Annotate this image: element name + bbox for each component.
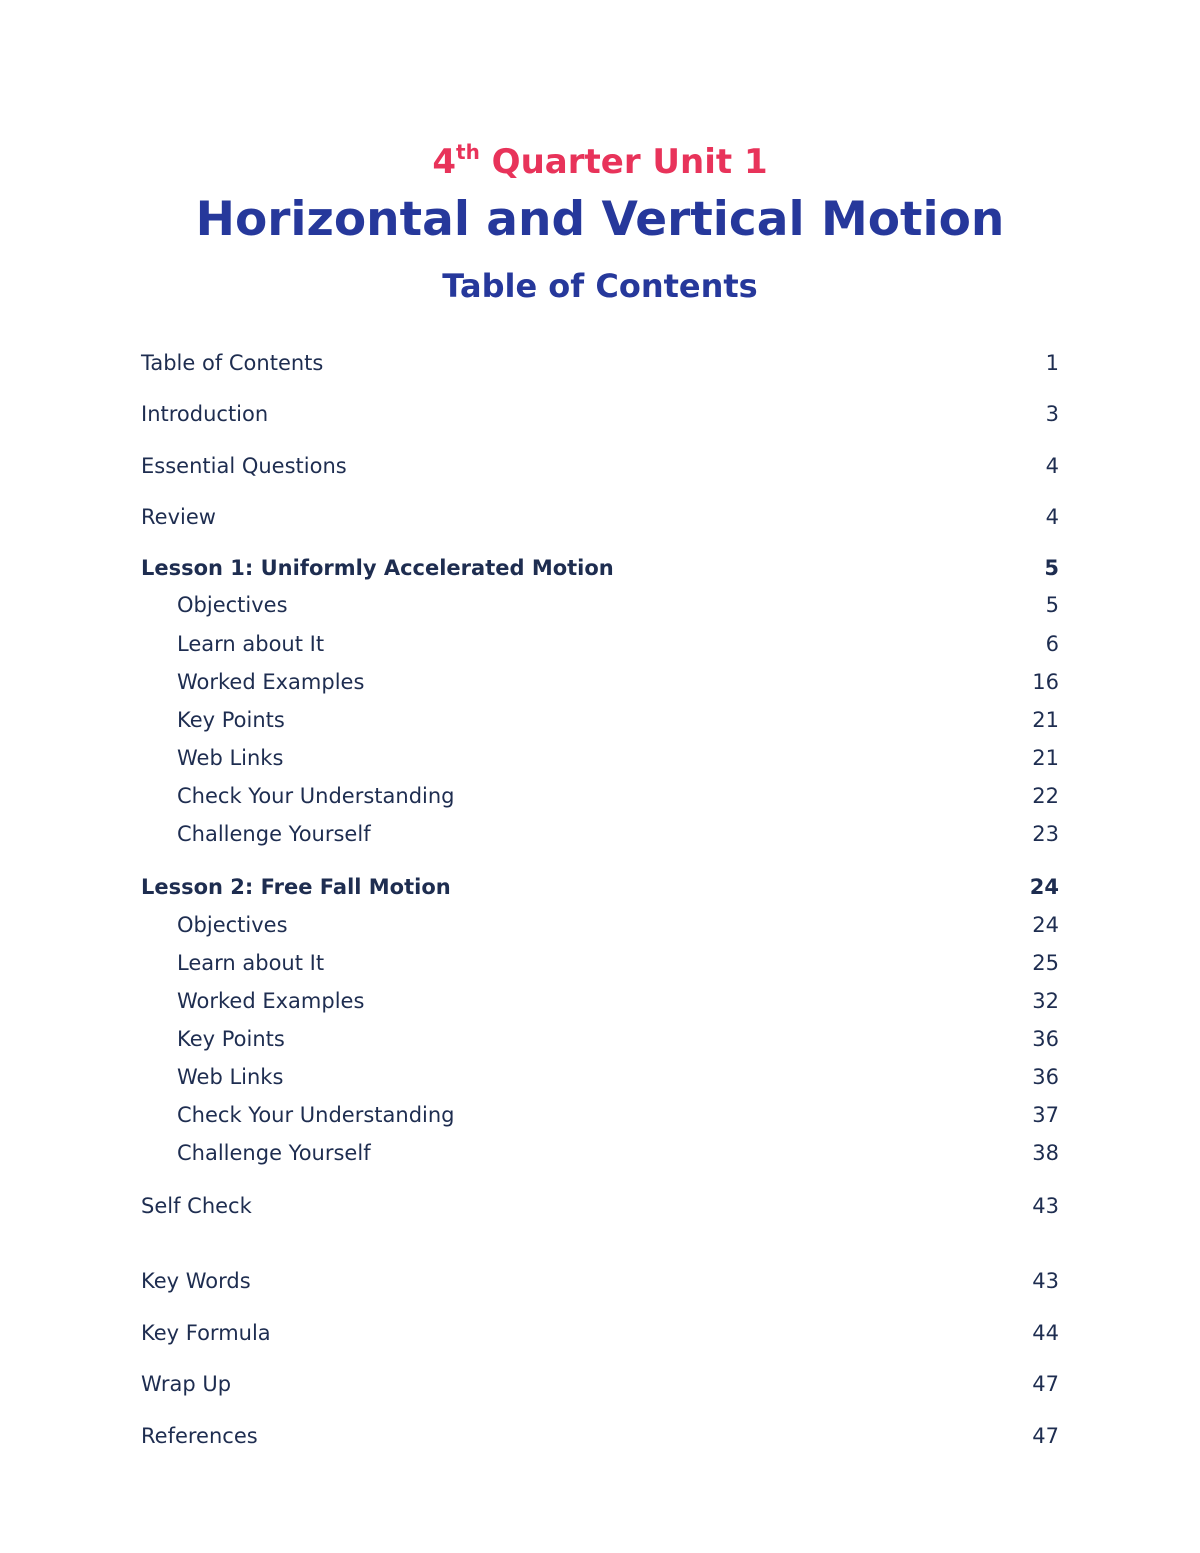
toc-entry-label: Key Words — [141, 1269, 251, 1293]
toc-entry-page-number: 1 — [1045, 351, 1059, 375]
toc-entry[interactable] — [141, 1316, 1059, 1350]
toc-entry[interactable] — [177, 908, 1059, 942]
toc-entry-page-number: 4 — [1045, 454, 1059, 478]
toc-entry-page-number: 24 — [1032, 913, 1059, 937]
toc-entry-page-number: 37 — [1032, 1103, 1059, 1127]
toc-entry[interactable] — [177, 1136, 1059, 1170]
toc-entry-label: Key Formula — [141, 1321, 271, 1345]
toc-entry-page-number: 21 — [1032, 746, 1059, 770]
toc-entry-page-number: 25 — [1032, 951, 1059, 975]
toc-entry[interactable] — [177, 946, 1059, 980]
toc-entry-label: Self Check — [141, 1194, 252, 1218]
toc-entry-label: Learn about It — [177, 632, 325, 656]
toc-entry-page-number: 5 — [1044, 556, 1059, 580]
toc-entry[interactable] — [141, 346, 1059, 380]
toc-entry-label: Challenge Yourself — [177, 1141, 371, 1165]
toc-entry-page-number: 16 — [1032, 670, 1059, 694]
toc-entry[interactable] — [141, 449, 1059, 483]
toc-entry-label: Worked Examples — [177, 989, 365, 1013]
toc-entry[interactable] — [177, 627, 1059, 661]
toc-entry-page-number: 4 — [1045, 505, 1059, 529]
quarter-unit-label: Quarter Unit 1 — [479, 142, 768, 182]
toc-entry[interactable] — [177, 741, 1059, 775]
toc-entry[interactable] — [141, 1264, 1059, 1298]
toc-entry-label: Table of Contents — [141, 351, 324, 375]
toc-entry-label: References — [141, 1424, 258, 1448]
toc-entry-label: Check Your Understanding — [177, 784, 455, 808]
toc-entry[interactable] — [141, 397, 1059, 431]
toc-entry[interactable] — [141, 870, 1059, 904]
unit-title: Horizontal and Vertical Motion — [195, 192, 1005, 247]
toc-entry-page-number: 21 — [1032, 708, 1059, 732]
toc-entry-label: Challenge Yourself — [177, 822, 371, 846]
toc-entry-page-number: 47 — [1032, 1372, 1059, 1396]
toc-entry[interactable] — [177, 1098, 1059, 1132]
toc-entry-label: Check Your Understanding — [177, 1103, 455, 1127]
toc-entry[interactable] — [177, 588, 1059, 622]
toc-entry-label: Review — [141, 505, 216, 529]
toc-entry[interactable] — [141, 1419, 1059, 1453]
toc-entry[interactable] — [177, 1022, 1059, 1056]
quarter-number: 4 — [432, 142, 457, 182]
toc-entry-page-number: 5 — [1045, 593, 1059, 617]
toc-entry-label: Worked Examples — [177, 670, 365, 694]
toc-entry-page-number: 47 — [1032, 1424, 1059, 1448]
toc-entry-page-number: 43 — [1032, 1194, 1059, 1218]
toc-entry-page-number: 3 — [1045, 402, 1059, 426]
toc-entry-label: Lesson 2: Free Fall Motion — [141, 875, 451, 899]
quarter-ordinal-suffix: th — [456, 140, 480, 164]
toc-entry[interactable] — [141, 551, 1059, 585]
toc-entry-label: Objectives — [177, 913, 288, 937]
toc-entry[interactable] — [141, 500, 1059, 534]
toc-entry-label: Essential Questions — [141, 454, 347, 478]
toc-entry-page-number: 38 — [1032, 1141, 1059, 1165]
toc-entry[interactable] — [177, 1060, 1059, 1094]
toc-entry[interactable] — [141, 1189, 1059, 1223]
toc-entry-label: Learn about It — [177, 951, 325, 975]
toc-entry-page-number: 44 — [1032, 1321, 1059, 1345]
toc-entry[interactable] — [177, 817, 1059, 851]
toc-entry-label: Key Points — [177, 1027, 285, 1051]
toc-entry-label: Wrap Up — [141, 1372, 232, 1396]
toc-entry-label: Objectives — [177, 593, 288, 617]
toc-entry-page-number: 32 — [1032, 989, 1059, 1013]
toc-entry-label: Introduction — [141, 402, 269, 426]
toc-entry-page-number: 23 — [1032, 822, 1059, 846]
toc-entry[interactable] — [177, 703, 1059, 737]
toc-entry[interactable] — [177, 984, 1059, 1018]
quarter-heading — [0, 138, 1200, 186]
toc-entry-page-number: 43 — [1032, 1269, 1059, 1293]
toc-entry-page-number: 36 — [1032, 1065, 1059, 1089]
toc-entry[interactable] — [177, 665, 1059, 699]
toc-title: Table of Contents — [442, 267, 758, 305]
toc-entry-page-number: 6 — [1045, 632, 1059, 656]
toc-entry[interactable] — [141, 1367, 1059, 1401]
toc-entry-page-number: 22 — [1032, 784, 1059, 808]
toc-entry-label: Web Links — [177, 746, 284, 770]
toc-entry-label: Lesson 1: Uniformly Accelerated Motion — [141, 556, 614, 580]
toc-entry-page-number: 24 — [1029, 875, 1059, 899]
toc-entry-label: Web Links — [177, 1065, 284, 1089]
toc-entry-page-number: 36 — [1032, 1027, 1059, 1051]
toc-entry-label: Key Points — [177, 708, 285, 732]
toc-entry[interactable] — [177, 779, 1059, 813]
